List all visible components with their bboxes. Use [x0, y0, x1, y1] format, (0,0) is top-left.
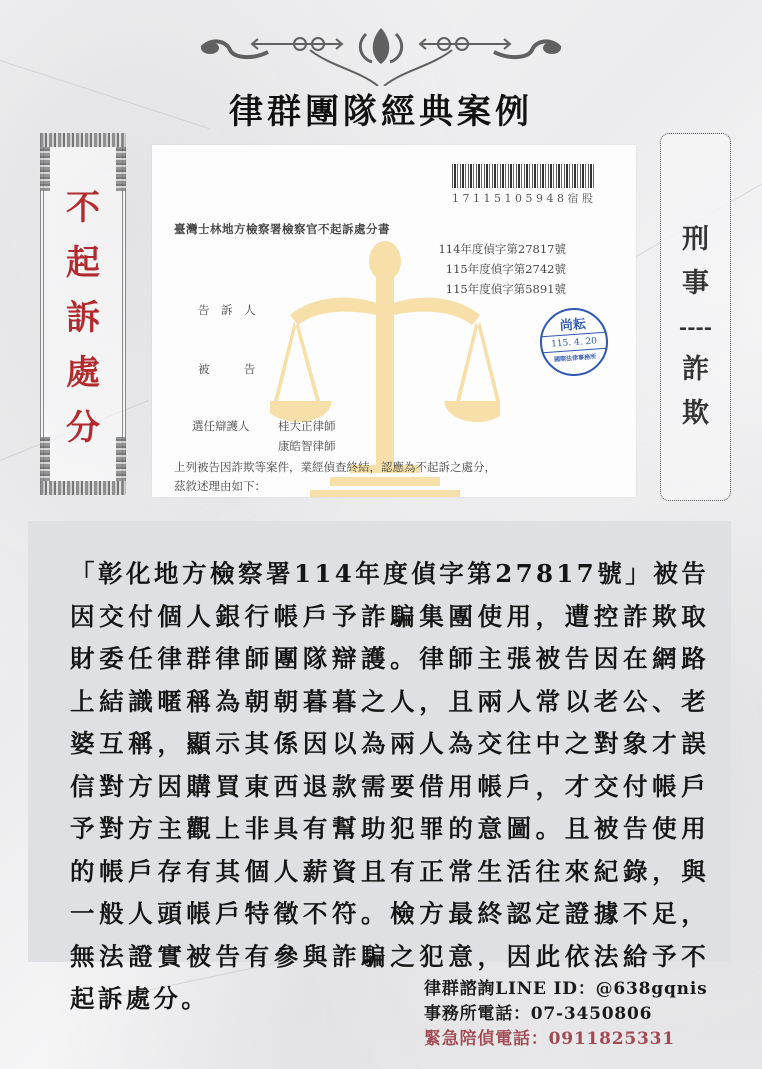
case-number: 115年度偵字第5891號: [445, 282, 566, 296]
category-char: 刑: [682, 224, 709, 255]
case-summary-text: 「彰化地方檢察署114年度偵字第27817號」被告因交付個人銀行帳戶予詐騙集團使用，遭控詐欺取財委任律群律師團隊辯護。律師主張被告因在網路上結識暱稱為朝朝暮暮之人，且兩人常以老公、老婆互稱，顯示其係因以為兩人為交往中之對象才誤信對方因購買東西退款需要借用帳戶，才交付帳戶予對方主觀上非具有幫助犯罪的意圖。且被告使用的帳戶存有其個人薪資且有正常生活往來紀錄，與一般人頭帳戶特徵不符。檢方最終認定證據不足，無法證實被告有參與詐騙之犯意，因此依法給予不起訴處分。: [70, 559, 709, 1013]
stamp-date: 115. 4. 20: [542, 336, 607, 353]
emergency-phone: 緊急陪偵電話：0911825331: [424, 1029, 675, 1049]
case-category-tag: [660, 133, 731, 501]
defendant-label: 被 告: [198, 362, 256, 376]
ornate-border-bottom: [40, 481, 126, 495]
verdict-char: 不: [66, 188, 100, 228]
line-id: 律群諮詢LINE ID：@638gqnis: [424, 979, 708, 999]
complainant-label: 告 訴 人: [198, 303, 256, 317]
case-number: 115年度偵字第2742號: [445, 262, 566, 276]
stamp-org: 國際法律事務所: [553, 353, 597, 364]
lawyer-name: 康皓智律師: [278, 439, 336, 453]
contact-info: [424, 977, 707, 1052]
defense-counsel-label: 選任辯護人: [192, 419, 250, 433]
category-char: 欺: [682, 398, 709, 429]
document-body-line: 茲敘述理由如下：: [174, 479, 266, 493]
verdict-char: 起: [66, 243, 100, 283]
verdict-text: [40, 185, 126, 451]
barcode: [452, 164, 596, 188]
case-number: 114年度偵字第27817號: [438, 242, 566, 256]
case-numbers: [438, 239, 566, 299]
category-char: 詐: [682, 354, 709, 385]
non-prosecution-document: [152, 145, 636, 497]
verdict-char: 處: [66, 353, 100, 393]
document-body-line: 上列被告因詐欺等案件，業經偵查終結，認應為不起訴之處分，: [174, 460, 496, 474]
document-title: 臺灣士林地方檢察署檢察官不起訴處分書: [174, 222, 390, 236]
document-body: [174, 458, 496, 496]
category-char: 事: [682, 268, 709, 299]
lotus-flourish-ornament-icon: [200, 26, 562, 86]
barcode-number: 17115105948宿股: [452, 192, 597, 205]
stamp-name: 尚耘: [540, 312, 605, 337]
office-phone: 事務所電話：07-3450806: [424, 1004, 653, 1024]
category-text: [661, 219, 730, 435]
verdict-banner: [40, 133, 126, 495]
verdict-char: 分: [66, 408, 100, 448]
received-stamp: [538, 306, 611, 379]
lawyer-name: 桂大正律師: [278, 419, 336, 433]
ornate-border-top: [40, 133, 126, 147]
category-separator: ----: [678, 315, 713, 339]
page-title: 律群團隊經典案例: [229, 92, 533, 132]
verdict-char: 訴: [66, 298, 100, 338]
